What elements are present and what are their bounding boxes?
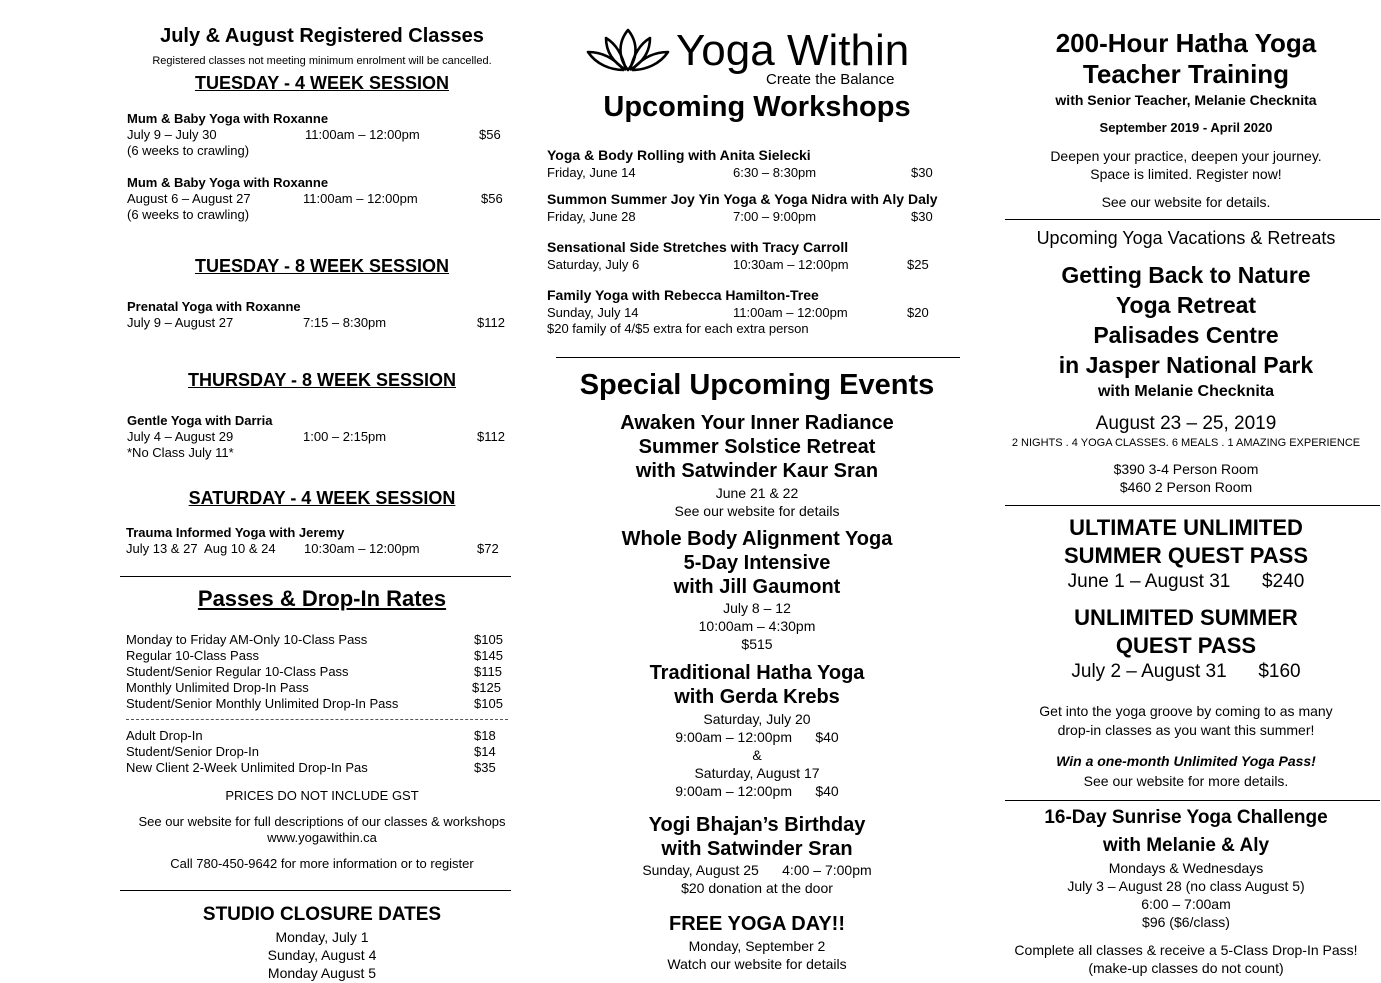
left-title: July & August Registered Classes	[160, 25, 484, 47]
win-details: See our website for more details.	[1083, 773, 1289, 789]
dropin-price: $18	[474, 728, 496, 743]
session-heading-tue8: TUESDAY - 8 WEEK SESSION	[194, 256, 450, 276]
workshop-time: 7:00 – 9:00pm	[733, 209, 817, 224]
class-dates: August 6 – August 27	[127, 191, 251, 206]
event-detail: Saturday, August 17	[694, 765, 820, 781]
pass-label: Student/Senior Monthly Unlimited Drop-In Pass	[126, 696, 399, 711]
teacher-training-desc: See our website for details.	[1101, 194, 1271, 210]
workshop-price: $25	[907, 257, 929, 272]
pass-label: Monthly Unlimited Drop-In Pass	[126, 680, 309, 695]
teacher-training-desc: Space is limited. Register now!	[1090, 166, 1282, 182]
challenge-detail: 6:00 – 7:00am	[1141, 896, 1231, 912]
class-name: Mum & Baby Yoga with Roxanne	[127, 111, 329, 126]
event-detail: 10:00am – 4:30pm	[698, 618, 816, 634]
pass-price: $105	[474, 632, 503, 647]
vacations-title: Upcoming Yoga Vacations & Retreats	[1036, 228, 1336, 248]
retreat-title: in Jasper National Park	[1058, 352, 1314, 378]
workshop-name: Summon Summer Joy Yin Yoga & Yoga Nidra with Aly Daly	[547, 191, 938, 207]
class-name: Mum & Baby Yoga with Roxanne	[127, 175, 329, 190]
teacher-training-title: Teacher Training	[1082, 59, 1290, 89]
event-detail: July 8 – 12	[723, 600, 791, 616]
class-price: $112	[477, 315, 505, 330]
class-note: (6 weeks to crawling)	[127, 207, 250, 222]
passes-title: Passes & Drop-In Rates	[197, 586, 447, 611]
workshop-date: Sunday, July 14	[547, 305, 639, 320]
retreat-title: Getting Back to Nature	[1061, 262, 1311, 288]
event-title: with Satwinder Kaur Sran	[635, 460, 879, 482]
event-detail: June 21 & 22	[715, 485, 799, 501]
class-note: (6 weeks to crawling)	[127, 143, 250, 158]
closure-date: Monday, July 1	[275, 929, 369, 945]
website-line: See our website for full descriptions of our classes & workshops	[138, 814, 506, 829]
groove-text: Get into the yoga groove by coming to as many	[1039, 703, 1333, 719]
retreat-title: Palisades Centre	[1093, 322, 1279, 348]
pass-price: $145	[474, 648, 503, 663]
workshop-date: Friday, June 14	[547, 165, 636, 180]
class-name: Prenatal Yoga with Roxanne	[127, 299, 301, 314]
dropin-label: New Client 2-Week Unlimited Drop-In Pas	[126, 760, 368, 775]
pass-price: $125	[472, 680, 501, 695]
workshop-date: Friday, June 28	[547, 209, 636, 224]
event-title: with Gerda Krebs	[674, 686, 840, 708]
class-price: $56	[479, 127, 501, 142]
retreat-info: 2 NIGHTS . 4 YOGA CLASSES. 6 MEALS . 1 AMAZING EXPERIENCE	[1011, 437, 1361, 449]
workshop-price: $30	[911, 165, 933, 180]
unlimited-pass-dates: July 2 – August 31 $160	[1071, 661, 1301, 682]
class-name: Gentle Yoga with Darria	[127, 413, 273, 428]
class-time: 11:00am – 12:00pm	[303, 191, 418, 206]
event-detail: 9:00am – 12:00pm $40	[675, 783, 839, 799]
closure-date: Sunday, August 4	[267, 947, 377, 963]
workshop-time: 10:30am – 12:00pm	[733, 257, 849, 272]
challenge-title: 16-Day Sunrise Yoga Challenge	[1044, 807, 1328, 828]
left-subtitle: Registered classes not meeting minimum enrolment will be cancelled.	[152, 55, 492, 67]
website-link[interactable]: www.yogawithin.ca	[267, 830, 377, 845]
event-detail: 9:00am – 12:00pm $40	[675, 729, 839, 745]
event-detail: Watch our website for details	[667, 956, 847, 972]
teacher-training-desc: Deepen your practice, deepen your journey.	[1050, 148, 1322, 164]
groove-text: drop-in classes as you want this summer!	[1057, 722, 1315, 738]
ultimate-pass-title: ULTIMATE UNLIMITED	[1069, 515, 1303, 540]
challenge-detail: Mondays & Wednesdays	[1108, 860, 1264, 876]
session-heading-tue4: TUESDAY - 4 WEEK SESSION	[194, 73, 450, 93]
teacher-training-title: 200-Hour Hatha Yoga	[1055, 28, 1317, 58]
workshop-price: $20	[907, 305, 929, 320]
event-title: FREE YOGA DAY!!	[669, 913, 845, 935]
class-time: 7:15 – 8:30pm	[303, 315, 387, 330]
challenge-detail: $96 ($6/class)	[1142, 914, 1230, 930]
event-title: Yogi Bhajan’s Birthday	[648, 814, 866, 836]
class-dates: July 4 – August 29	[127, 429, 234, 444]
workshop-time: 11:00am – 12:00pm	[733, 305, 848, 320]
event-title: 5-Day Intensive	[683, 552, 831, 574]
dropin-label: Adult Drop-In	[126, 728, 203, 743]
logo-name: Yoga Within	[676, 26, 910, 75]
retreat-title: Yoga Retreat	[1115, 292, 1257, 318]
workshop-name: Sensational Side Stretches with Tracy Carroll	[547, 239, 849, 255]
workshop-date: Saturday, July 6	[547, 257, 640, 272]
pass-price: $115	[474, 664, 502, 679]
class-price: $112	[477, 429, 505, 444]
class-time: 11:00am – 12:00pm	[305, 127, 420, 142]
retreat-price: $390 3-4 Person Room	[1113, 461, 1259, 477]
challenge-detail: (make-up classes do not count)	[1088, 960, 1284, 976]
session-heading-sat4: SATURDAY - 4 WEEK SESSION	[188, 488, 456, 508]
divider	[120, 576, 511, 577]
dropin-price: $35	[474, 760, 496, 775]
ultimate-pass-dates: June 1 – August 31 $240	[1067, 571, 1305, 592]
event-detail: See our website for details	[674, 503, 840, 519]
class-dates: July 9 – July 30	[127, 127, 217, 142]
retreat-dates: August 23 – 25, 2019	[1095, 413, 1277, 434]
dashed-divider	[126, 719, 508, 720]
challenge-detail: Complete all classes & receive a 5-Class Drop-In Pass!	[1014, 942, 1358, 958]
dropin-label: Student/Senior Drop-In	[126, 744, 259, 759]
workshop-note: $20 family of 4/$5 extra for each extra person	[547, 321, 809, 336]
event-detail: $515	[741, 636, 773, 652]
logo-tagline: Create the Balance	[766, 71, 895, 88]
divider	[120, 890, 511, 891]
class-dates: July 9 – August 27	[127, 315, 234, 330]
dropin-price: $14	[474, 744, 496, 759]
unlimited-pass-title: QUEST PASS	[1115, 633, 1257, 658]
class-time: 1:00 – 2:15pm	[303, 429, 387, 444]
closure-date: Monday August 5	[267, 965, 377, 981]
retreat-price: $460 2 Person Room	[1119, 479, 1253, 495]
event-title: Summer Solstice Retreat	[638, 436, 876, 458]
event-title: with Jill Gaumont	[673, 576, 841, 598]
event-detail: Sunday, August 25 4:00 – 7:00pm	[642, 862, 872, 878]
pass-label: Regular 10-Class Pass	[126, 648, 259, 663]
retreat-with: with Melanie Checknita	[1097, 383, 1275, 400]
workshop-name: Family Yoga with Rebecca Hamilton-Tree	[547, 287, 819, 303]
event-title: Awaken Your Inner Radiance	[620, 412, 894, 434]
class-dates: July 13 & 27 Aug 10 & 24	[126, 541, 276, 556]
event-title: Traditional Hatha Yoga	[649, 662, 865, 684]
closure-title: STUDIO CLOSURE DATES	[202, 904, 442, 925]
class-price: $56	[481, 191, 503, 206]
class-note: *No Class July 11*	[127, 445, 234, 460]
challenge-title: with Melanie & Aly	[1102, 835, 1270, 856]
unlimited-pass-title: UNLIMITED SUMMER	[1074, 605, 1298, 630]
gst-note: PRICES DO NOT INCLUDE GST	[225, 788, 419, 803]
event-detail: Monday, September 2	[688, 938, 826, 954]
event-detail: Saturday, July 20	[703, 711, 811, 727]
class-time: 10:30am – 12:00pm	[304, 541, 420, 556]
event-title: with Satwinder Sran	[661, 838, 853, 860]
workshops-title: Upcoming Workshops	[603, 91, 911, 123]
session-heading-thu8: THURSDAY - 8 WEEK SESSION	[187, 370, 457, 390]
pass-label: Student/Senior Regular 10-Class Pass	[126, 664, 349, 679]
call-line: Call 780-450-9642 for more information or to register	[170, 856, 474, 871]
teacher-training-with: with Senior Teacher, Melanie Checknita	[1055, 92, 1317, 108]
divider	[556, 357, 960, 358]
class-name: Trauma Informed Yoga with Jeremy	[126, 525, 345, 540]
teacher-training-dates: September 2019 - April 2020	[1099, 120, 1273, 135]
divider	[1005, 800, 1380, 801]
win-pass-text: Win a one-month Unlimited Yoga Pass!	[1056, 753, 1316, 769]
ultimate-pass-title: SUMMER QUEST PASS	[1063, 543, 1309, 568]
divider	[1005, 505, 1380, 506]
pass-price: $105	[474, 696, 503, 711]
divider	[1005, 219, 1380, 220]
event-detail: &	[752, 747, 762, 763]
pass-label: Monday to Friday AM-Only 10-Class Pass	[126, 632, 368, 647]
event-title: Whole Body Alignment Yoga	[621, 528, 893, 550]
workshop-name: Yoga & Body Rolling with Anita Sielecki	[547, 147, 811, 163]
challenge-detail: July 3 – August 28 (no class August 5)	[1067, 878, 1305, 894]
workshop-time: 6:30 – 8:30pm	[733, 165, 817, 180]
class-price: $72	[477, 541, 499, 556]
event-detail: $20 donation at the door	[681, 880, 833, 896]
lotus-logo-icon	[582, 24, 674, 80]
events-title: Special Upcoming Events	[579, 369, 935, 401]
workshop-price: $30	[911, 209, 933, 224]
